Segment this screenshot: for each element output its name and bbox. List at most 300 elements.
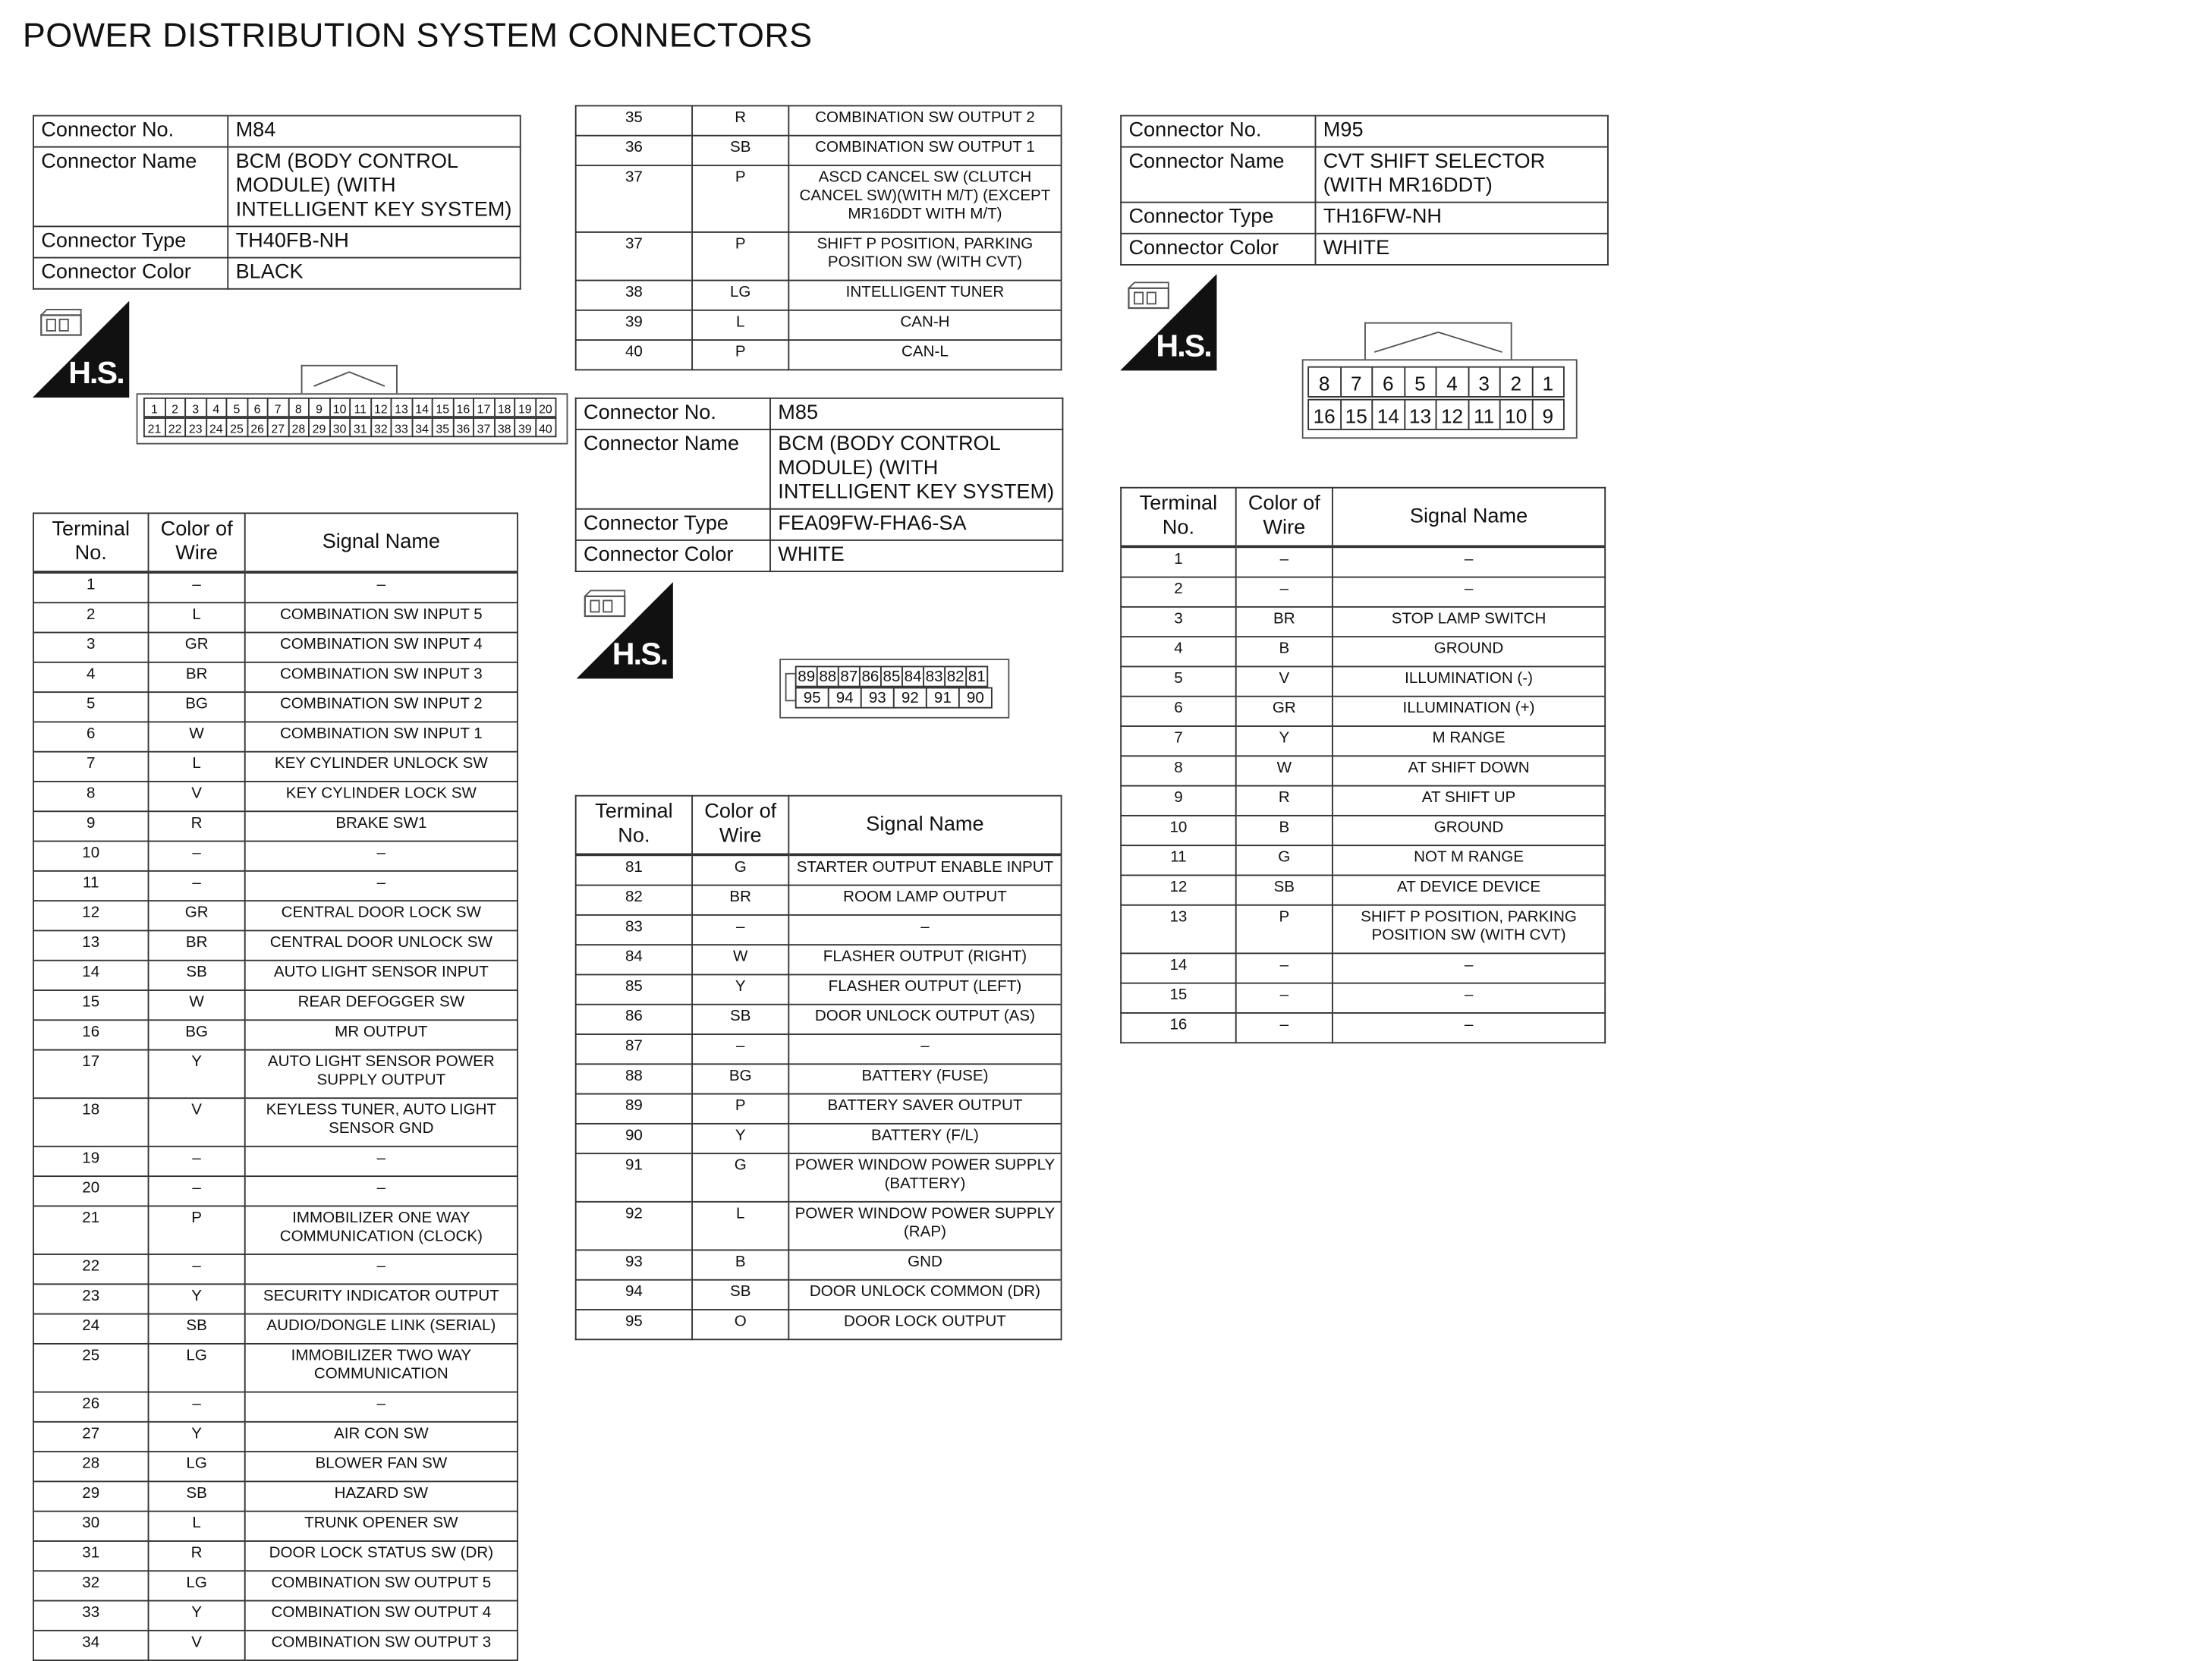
signal-name-header: Signal Name: [1333, 488, 1605, 547]
connector-color-label: Connector Color: [1121, 234, 1315, 265]
signal-name-cell: AUDIO/DONGLE LINK (SERIAL): [245, 1314, 518, 1344]
terminal-no-cell: 6: [1121, 697, 1236, 726]
connector-type-label: Connector Type: [33, 226, 228, 257]
terminal-no-cell: 22: [33, 1254, 149, 1284]
wire-color-cell: GR: [149, 633, 245, 662]
table-row: [1121, 816, 1605, 845]
terminal-no-cell: 90: [576, 1124, 692, 1153]
signal-name-cell: ROOM LAMP OUTPUT: [788, 886, 1061, 915]
terminal-no-cell: 26: [33, 1392, 149, 1422]
table-row: [576, 1064, 1062, 1093]
signal-name-cell: –: [1333, 1013, 1605, 1043]
connector-type-value: TH16FW-NH: [1315, 203, 1607, 234]
table-row: [33, 1392, 518, 1422]
terminal-no-cell: 38: [576, 281, 692, 310]
connector-no-label: Connector No.: [576, 398, 770, 429]
terminal-no-cell: 13: [1121, 905, 1236, 954]
wire-color-cell: L: [149, 602, 245, 632]
terminal-no-cell: 8: [33, 782, 149, 811]
signal-name-cell: CENTRAL DOOR LOCK SW: [245, 901, 518, 930]
connector-pin: 14: [1371, 399, 1405, 430]
table-row: [1121, 756, 1605, 785]
table-row: [576, 945, 1062, 974]
table-row: [1121, 637, 1605, 666]
connector-pin: 13: [1403, 399, 1436, 430]
connector-type-label: Connector Type: [576, 509, 770, 540]
terminal-no-cell: 10: [1121, 816, 1236, 845]
table-row: [33, 1344, 518, 1392]
wire-color-cell: G: [692, 1153, 788, 1202]
signal-name-cell: INTELLIGENT TUNER: [788, 281, 1061, 310]
connector-no-value: M95: [1315, 115, 1607, 146]
connector-pin: 16: [1307, 399, 1341, 430]
connector-pin: 18: [493, 398, 515, 417]
connector-pin: 7: [1339, 366, 1373, 398]
wire-color-cell: P: [1236, 905, 1333, 954]
connector-pin: 8: [288, 398, 310, 417]
wire-color-cell: W: [149, 990, 245, 1020]
wire-color-cell: B: [692, 1250, 788, 1279]
signal-name-cell: COMBINATION SW INPUT 1: [245, 722, 518, 751]
terminal-no-cell: 3: [1121, 607, 1236, 637]
terminal-no-cell: 31: [33, 1541, 149, 1571]
connector-pin: 38: [493, 417, 515, 437]
wire-color-cell: W: [692, 945, 788, 974]
m95-pin-row-top: [1307, 366, 1563, 398]
table-row: [576, 105, 1062, 135]
signal-name-cell: AUTO LIGHT SENSOR POWER SUPPLY OUTPUT: [245, 1050, 518, 1099]
table-row: [576, 136, 1062, 165]
m95-connector-diagram: [1302, 322, 1578, 439]
connector-hand-icon: [582, 588, 631, 625]
wire-color-cell: L: [149, 752, 245, 782]
signal-name-cell: MR OUTPUT: [245, 1020, 518, 1049]
table-row: [576, 1124, 1062, 1153]
connector-pin: 92: [893, 687, 927, 709]
table-row: [33, 1020, 518, 1049]
connector-pin: 82: [944, 665, 967, 687]
signal-name-cell: COMBINATION SW INPUT 3: [245, 662, 518, 692]
table-row: [1121, 577, 1605, 607]
m95-pin-row-bottom: [1307, 399, 1563, 430]
wire-color-cell: R: [692, 105, 788, 135]
table-row: [1121, 726, 1605, 756]
wire-color-cell: Y: [692, 1124, 788, 1153]
terminal-no-cell: 1: [33, 572, 149, 602]
connector-pin: 21: [143, 417, 165, 437]
connector-pin: 30: [329, 417, 351, 437]
hs-label: H.S.: [612, 636, 668, 672]
connector-pin: 10: [1499, 399, 1533, 430]
connector-color-value: WHITE: [770, 540, 1062, 571]
terminal-no-cell: 6: [33, 722, 149, 751]
signal-name-cell: COMBINATION SW INPUT 4: [245, 633, 518, 662]
terminal-no-cell: 83: [576, 915, 692, 945]
connector-pin: 23: [184, 417, 206, 437]
connector-name-label: Connector Name: [576, 429, 770, 509]
wire-color-cell: BR: [1236, 607, 1333, 637]
signal-name-cell: DOOR UNLOCK COMMON (DR): [788, 1280, 1061, 1310]
table-row: [33, 930, 518, 960]
hs-label: H.S.: [1156, 328, 1211, 363]
table-row: [33, 990, 518, 1020]
connector-pin: 5: [225, 398, 247, 417]
connector-pin: 83: [923, 665, 946, 687]
wire-color-cell: –: [692, 915, 788, 945]
terminal-no-cell: 16: [1121, 1013, 1236, 1043]
terminal-no-cell: 11: [1121, 845, 1236, 875]
terminal-no-cell: 37: [576, 232, 692, 281]
wire-color-cell: Y: [692, 974, 788, 1004]
signal-name-cell: AT DEVICE DEVICE: [1333, 875, 1605, 904]
terminal-no-cell: 7: [1121, 726, 1236, 756]
wire-color-cell: –: [1236, 577, 1333, 607]
connector-pin: 24: [205, 417, 227, 437]
terminal-no-cell: 12: [1121, 875, 1236, 904]
signal-name-header: Signal Name: [788, 796, 1061, 855]
connector-pin: 36: [452, 417, 474, 437]
connector-pin: 17: [473, 398, 495, 417]
table-row: [33, 1050, 518, 1099]
connector-color-label: Connector Color: [576, 540, 770, 571]
signal-name-cell: ILLUMINATION (-): [1333, 666, 1605, 696]
signal-name-cell: POWER WINDOW POWER SUPPLY (RAP): [788, 1202, 1061, 1250]
hs-badge: [33, 301, 129, 398]
wire-color-cell: O: [692, 1310, 788, 1339]
terminal-no-cell: 4: [33, 662, 149, 692]
terminal-no-cell: 40: [576, 340, 692, 370]
signal-name-cell: –: [1333, 983, 1605, 1013]
table-row: [33, 901, 518, 930]
connector-pin: 12: [1436, 399, 1469, 430]
signal-name-cell: STARTER OUTPUT ENABLE INPUT: [788, 854, 1061, 885]
signal-name-cell: FLASHER OUTPUT (LEFT): [788, 974, 1061, 1004]
wire-color-cell: P: [149, 1206, 245, 1254]
wire-color-cell: P: [692, 165, 788, 232]
terminal-no-cell: 33: [33, 1601, 149, 1631]
terminal-no-header: Terminal No.: [576, 796, 692, 855]
wire-color-header: Color of Wire: [149, 513, 245, 572]
terminal-no-cell: 1: [1121, 546, 1236, 577]
wire-color-header: Color of Wire: [1236, 488, 1333, 547]
wire-color-cell: V: [1236, 666, 1333, 696]
connector-pin: 5: [1403, 366, 1436, 398]
connector-pin: 9: [1531, 399, 1565, 430]
table-row: [33, 842, 518, 871]
table-row: [33, 1512, 518, 1541]
wire-color-cell: LG: [692, 281, 788, 310]
signal-name-cell: CENTRAL DOOR UNLOCK SW: [245, 930, 518, 960]
terminal-no-cell: 17: [33, 1050, 149, 1099]
table-row: [33, 1284, 518, 1313]
terminal-no-cell: 91: [576, 1153, 692, 1202]
signal-name-cell: CAN-H: [788, 310, 1061, 340]
terminal-no-cell: 11: [33, 871, 149, 901]
connector-color-value: BLACK: [228, 258, 520, 289]
connector-hand-icon: [39, 307, 87, 344]
table-row: [576, 232, 1062, 281]
terminal-no-cell: 4: [1121, 637, 1236, 666]
connector-pin: 87: [838, 665, 861, 687]
connector-pin: 12: [370, 398, 392, 417]
connector-pin: 93: [861, 687, 895, 709]
table-row: [1121, 786, 1605, 816]
wire-color-cell: BG: [149, 692, 245, 722]
table-row: [33, 1631, 518, 1660]
terminal-no-cell: 32: [33, 1571, 149, 1600]
terminal-no-cell: 89: [576, 1094, 692, 1124]
connector-type-value: TH40FB-NH: [228, 226, 520, 257]
table-row: [576, 1034, 1062, 1064]
wire-color-cell: –: [1236, 546, 1333, 577]
signal-name-cell: ASCD CANCEL SW (CLUTCH CANCEL SW)(WITH M/T) (EXCEPT MR16DDT WITH M/T): [788, 165, 1061, 232]
signal-name-cell: NOT M RANGE: [1333, 845, 1605, 875]
table-row: [33, 662, 518, 692]
connector-pin: 1: [1531, 366, 1565, 398]
wire-color-cell: Y: [149, 1601, 245, 1631]
terminal-no-cell: 81: [576, 854, 692, 885]
m84-terminal-table: [33, 512, 518, 1661]
signal-name-cell: DOOR LOCK OUTPUT: [788, 1310, 1061, 1339]
table-row: [33, 752, 518, 782]
signal-name-cell: GROUND: [1333, 816, 1605, 845]
table-row: [1121, 905, 1605, 954]
table-row: [1121, 607, 1605, 637]
wire-color-cell: GR: [1236, 697, 1333, 726]
wire-color-cell: R: [149, 811, 245, 841]
wire-color-cell: Y: [1236, 726, 1333, 756]
signal-name-cell: BLOWER FAN SW: [245, 1452, 518, 1481]
connector-name-label: Connector Name: [33, 147, 228, 227]
wire-color-cell: R: [149, 1541, 245, 1571]
terminal-no-cell: 88: [576, 1064, 692, 1093]
terminal-no-cell: 95: [576, 1310, 692, 1339]
connector-pin: 91: [926, 687, 960, 709]
wire-color-cell: R: [1236, 786, 1333, 816]
wire-color-cell: SB: [692, 1280, 788, 1310]
terminal-no-cell: 34: [33, 1631, 149, 1660]
connector-pin: 40: [534, 417, 556, 437]
table-row: [576, 1280, 1062, 1310]
terminal-no-cell: 37: [576, 165, 692, 232]
connector-no-value: M84: [228, 115, 520, 146]
connector-pin: 15: [1339, 399, 1373, 430]
terminal-no-cell: 21: [33, 1206, 149, 1254]
table-row: [576, 1005, 1062, 1034]
signal-name-cell: –: [1333, 577, 1605, 607]
connector-pin: 3: [184, 398, 206, 417]
terminal-no-cell: 86: [576, 1005, 692, 1034]
signal-name-cell: –: [1333, 546, 1605, 577]
signal-name-cell: TRUNK OPENER SW: [245, 1512, 518, 1541]
connector-pin: 9: [308, 398, 330, 417]
terminal-no-cell: 9: [33, 811, 149, 841]
signal-name-cell: –: [788, 1034, 1061, 1064]
signal-name-cell: HAZARD SW: [245, 1481, 518, 1511]
signal-name-cell: –: [245, 871, 518, 901]
signal-name-cell: –: [788, 915, 1061, 945]
signal-name-cell: SHIFT P POSITION, PARKING POSITION SW (WITH CVT): [1333, 905, 1605, 954]
connector-pin: 4: [1436, 366, 1469, 398]
signal-name-cell: –: [245, 1176, 518, 1206]
signal-name-cell: DOOR UNLOCK OUTPUT (AS): [788, 1005, 1061, 1034]
wire-color-cell: SB: [692, 1005, 788, 1034]
wire-color-cell: W: [1236, 756, 1333, 785]
terminal-no-cell: 36: [576, 136, 692, 165]
connector-no-value: M85: [770, 398, 1062, 429]
table-row: [576, 1153, 1062, 1202]
terminal-no-cell: 30: [33, 1512, 149, 1541]
terminal-no-cell: 16: [33, 1020, 149, 1049]
signal-name-cell: COMBINATION SW OUTPUT 4: [245, 1601, 518, 1631]
connector-pin: 2: [1499, 366, 1533, 398]
table-row: [576, 854, 1062, 885]
wire-color-cell: BG: [149, 1020, 245, 1049]
table-row: [576, 1094, 1062, 1124]
terminal-no-cell: 92: [576, 1202, 692, 1250]
terminal-no-cell: 23: [33, 1284, 149, 1313]
table-row: [1121, 845, 1605, 875]
terminal-no-cell: 14: [33, 961, 149, 990]
connector-pin: 25: [225, 417, 247, 437]
signal-name-cell: –: [1333, 953, 1605, 983]
terminal-no-cell: 27: [33, 1422, 149, 1452]
wire-color-cell: LG: [149, 1571, 245, 1600]
m85-terminal-table: [575, 795, 1062, 1340]
signal-name-cell: COMBINATION SW OUTPUT 2: [788, 105, 1061, 135]
connector-pin: 19: [514, 398, 536, 417]
page-title: POWER DISTRIBUTION SYSTEM CONNECTORS: [22, 17, 813, 55]
wire-color-cell: SB: [149, 1481, 245, 1511]
hs-badge: [1120, 274, 1216, 370]
connector-pin: 88: [817, 665, 839, 687]
signal-name-cell: BATTERY SAVER OUTPUT: [788, 1094, 1061, 1124]
connector-pin: 31: [349, 417, 371, 437]
table-row: [33, 722, 518, 751]
m85-connector-diagram: [779, 659, 1009, 719]
terminal-no-cell: 8: [1121, 756, 1236, 785]
wire-color-cell: SB: [149, 1314, 245, 1344]
m84-info-table: [33, 115, 521, 290]
connector-name-value: BCM (BODY CONTROL MODULE) (WITH INTELLIGENT KEY SYSTEM): [770, 429, 1062, 509]
wire-color-cell: LG: [149, 1344, 245, 1392]
table-row: [33, 1452, 518, 1481]
m85-info-table: [575, 398, 1064, 572]
table-row: [33, 1147, 518, 1176]
wire-color-cell: P: [692, 232, 788, 281]
connector-pin: 1: [143, 398, 165, 417]
m84-connector-diagram: [137, 365, 568, 445]
signal-name-cell: KEYLESS TUNER, AUTO LIGHT SENSOR GND: [245, 1098, 518, 1147]
signal-name-cell: GROUND: [1333, 637, 1605, 666]
connector-pin: 26: [247, 417, 269, 437]
wire-color-cell: –: [1236, 953, 1333, 983]
connector-pin: 7: [267, 398, 289, 417]
wire-color-cell: –: [149, 871, 245, 901]
wire-color-cell: Y: [149, 1422, 245, 1452]
wire-color-cell: SB: [1236, 875, 1333, 904]
wire-color-cell: –: [1236, 983, 1333, 1013]
terminal-no-cell: 93: [576, 1250, 692, 1279]
terminal-no-cell: 12: [33, 901, 149, 930]
connector-pin: 28: [288, 417, 310, 437]
terminal-no-cell: 25: [33, 1344, 149, 1392]
m84-terminal-table-continued: [575, 105, 1062, 370]
wire-color-cell: GR: [149, 901, 245, 930]
table-row: [33, 1098, 518, 1147]
wire-color-cell: LG: [149, 1452, 245, 1481]
signal-name-cell: –: [245, 1392, 518, 1422]
table-row: [33, 1541, 518, 1571]
wire-color-cell: –: [149, 572, 245, 602]
signal-name-cell: CAN-L: [788, 340, 1061, 370]
terminal-no-cell: 5: [1121, 666, 1236, 696]
table-row: [33, 1422, 518, 1452]
terminal-no-header: Terminal No.: [33, 513, 149, 572]
connector-pin: 2: [164, 398, 186, 417]
signal-name-cell: DOOR LOCK STATUS SW (DR): [245, 1541, 518, 1571]
signal-name-cell: ILLUMINATION (+): [1333, 697, 1605, 726]
table-row: [33, 1601, 518, 1631]
terminal-no-cell: 82: [576, 886, 692, 915]
connector-color-label: Connector Color: [33, 258, 228, 289]
wire-color-cell: G: [692, 854, 788, 885]
m84-pin-row-top: [143, 398, 555, 417]
connector-no-label: Connector No.: [1121, 115, 1315, 146]
wire-color-cell: P: [692, 340, 788, 370]
signal-name-cell: IMMOBILIZER TWO WAY COMMUNICATION: [245, 1344, 518, 1392]
table-row: [1121, 666, 1605, 696]
m95-terminal-table: [1120, 487, 1606, 1043]
terminal-no-cell: 18: [33, 1098, 149, 1147]
wire-color-header: Color of Wire: [692, 796, 788, 855]
terminal-no-cell: 10: [33, 842, 149, 871]
signal-name-cell: BATTERY (FUSE): [788, 1064, 1061, 1093]
connector-color-value: WHITE: [1315, 234, 1607, 265]
terminal-no-cell: 3: [33, 633, 149, 662]
signal-name-cell: POWER WINDOW POWER SUPPLY (BATTERY): [788, 1153, 1061, 1202]
wire-color-cell: BR: [692, 886, 788, 915]
terminal-no-cell: 2: [33, 602, 149, 632]
table-row: [576, 886, 1062, 915]
m85-pin-row-top: [795, 665, 987, 687]
table-row: [576, 340, 1062, 370]
table-row: [1121, 983, 1605, 1013]
terminal-no-cell: 24: [33, 1314, 149, 1344]
connector-pin: 8: [1307, 366, 1341, 398]
signal-name-cell: AT SHIFT DOWN: [1333, 756, 1605, 785]
connector-hand-icon: [1126, 280, 1175, 317]
terminal-no-cell: 87: [576, 1034, 692, 1064]
wire-color-cell: –: [149, 1392, 245, 1422]
wire-color-cell: L: [692, 310, 788, 340]
connector-pin: 89: [795, 665, 818, 687]
signal-name-cell: AIR CON SW: [245, 1422, 518, 1452]
signal-name-cell: STOP LAMP SWITCH: [1333, 607, 1605, 637]
terminal-no-cell: 14: [1121, 953, 1236, 983]
signal-name-cell: AT SHIFT UP: [1333, 786, 1605, 816]
wire-color-cell: –: [149, 1147, 245, 1176]
signal-name-cell: –: [245, 1254, 518, 1284]
m95-info-table: [1120, 115, 1609, 266]
wire-color-cell: G: [1236, 845, 1333, 875]
signal-name-cell: FLASHER OUTPUT (RIGHT): [788, 945, 1061, 974]
table-row: [33, 811, 518, 841]
signal-name-cell: COMBINATION SW INPUT 2: [245, 692, 518, 722]
table-row: [33, 1571, 518, 1600]
connector-type-value: FEA09FW-FHA6-SA: [770, 509, 1062, 540]
signal-name-cell: SHIFT P POSITION, PARKING POSITION SW (WITH CVT): [788, 232, 1061, 281]
